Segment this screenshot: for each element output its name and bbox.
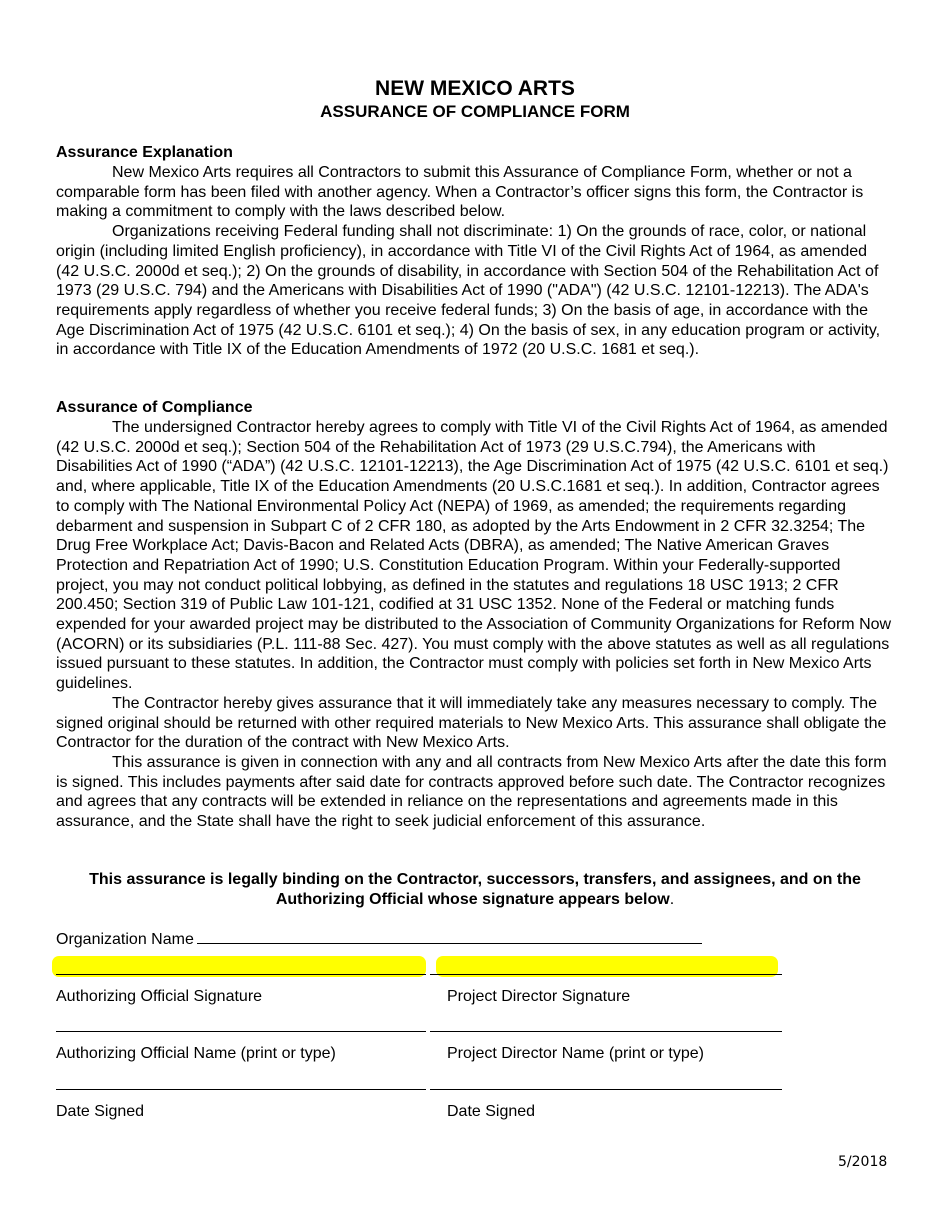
organization-name-field[interactable] [197,929,702,944]
auth-name-field[interactable] [56,1031,426,1032]
explanation-paragraph: Organizations receiving Federal funding shall not discriminate: 1) On the grounds of race, color, or national origin (including limited English proficiency), in accordance with Title VI of the Civil Rights Act of 1964, as amended (42 U.S.C. 2000d et seq.); 2) On the grounds of disability, in accordance with Section 504 of the Rehabilitation Act of 1973 (29 U.S.C. 794) and the Americans with Disabilities Act of 1990 ("ADA") (42 U.S.C. 12101-12213). The ADA's requirements apply regardless of whether you receive federal funds; 3) On the basis of age, in accordance with the Age Discrimination Act of 1975 (42 U.S.C. 6101 et seq.); 4) On the basis of sex, in any education program or activity, in accordance with Title IX of the Education Amendments of 1972 (20 U.S.C. 1681 et seq.). [56,223,881,359]
auth-signature-field[interactable] [56,974,426,975]
compliance-section [56,418,892,832]
director-name-field[interactable] [430,1031,782,1032]
compliance-heading: Assurance of Compliance [56,399,253,416]
auth-date-label: Date Signed [56,1103,145,1120]
form-version: 5/2018 [838,1154,888,1170]
explanation-section [56,163,892,360]
page-title: NEW MEXICO ARTS [375,77,575,100]
page-subtitle: ASSURANCE OF COMPLIANCE FORM [320,102,630,121]
director-signature-field[interactable] [430,974,782,975]
binding-statement-period: . [669,891,675,908]
director-signature-label: Project Director Signature [447,988,631,1005]
compliance-paragraph: This assurance is given in connection with any and all contracts from New Mexico Arts after the date this form is signed. This includes payments after said date for contracts approved before such date. The Contractor recognizes and agrees that any contracts will be extended in reliance on the representations and agreements made in this assurance, and the State shall have the right to seek judicial enforcement of this assurance. [56,753,887,831]
auth-name-label: Authorizing Official Name (print or type) [56,1045,336,1062]
director-date-field[interactable] [430,1089,782,1090]
organization-name-label: Organization Name [56,931,194,948]
organization-name-row [56,929,702,950]
explanation-paragraph: New Mexico Arts requires all Contractors to submit this Assurance of Compliance Form, whether or not a comparable form has been filed with another agency. When a Contractor’s officer signs this form, the Contractor is making a commitment to comply with the laws described below. [56,164,864,221]
explanation-heading: Assurance Explanation [56,144,233,161]
binding-statement [56,870,894,910]
compliance-paragraph: The Contractor hereby gives assurance that it will immediately take any measures necessary to comply. The signed original should be returned with other required materials to New Mexico Arts. This assurance shall obligate the Contractor for the duration of the contract with New Mexico Arts. [56,694,887,752]
binding-statement-text: This assurance is legally binding on the Contractor, successors, transfers, and assignees, and on the Authorizing Official whose signature appears below [89,871,861,908]
auth-signature-label: Authorizing Official Signature [56,988,263,1005]
compliance-paragraph: The undersigned Contractor hereby agrees to comply with Title VI of the Civil Rights Act of 1964, as amended (42 U.S.C. 2000d et seq.); Section 504 of the Rehabilitation Act of 1973 (29 U.S.C.794), the Americans with Disabilities Act of 1990 (“ADA”) (42 U.S.C. 12101-12213), the Age Discrimination Act of 1975 (42 U.S.C. 6101 et seq.) and, where applicable, Title IX of the Education Amendments (20 U.S.C.1681 et seq.). In addition, Contractor agrees to comply with The National Environmental Policy Act (NEPA) of 1969, as amended; the requirements regarding debarment and suspension in Subpart C of 2 CFR 180, as adopted by the Arts Endowment in 2 CFR 32.3254; The Drug Free Workplace Act; Davis-Bacon and Related Acts (DBRA), as amended; The Native American Graves Protection and Repatriation Act of 1990; U.S. Constitution Education Program. Within your Federally-supported project, you may not conduct political lobbying, as defined in the statutes and regulations 18 USC 1913; 2 CFR 200.450; Section 319 of Public Law 101-121, codified at 31 USC 1352. None of the Federal or matching funds expended for your awarded project may be distributed to the Association of Community Organizations for Reform Now (ACORN) or its subsidiaries (P.L. 111-88 Sec. 427). You must comply with the above statutes as well as all regulations issued pursuant to these statutes. In addition, the Contractor must comply with policies set forth in New Mexico Arts guidelines. [56,419,892,693]
director-name-label: Project Director Name (print or type) [447,1045,704,1062]
auth-date-field[interactable] [56,1089,426,1090]
director-date-label: Date Signed [447,1103,536,1120]
